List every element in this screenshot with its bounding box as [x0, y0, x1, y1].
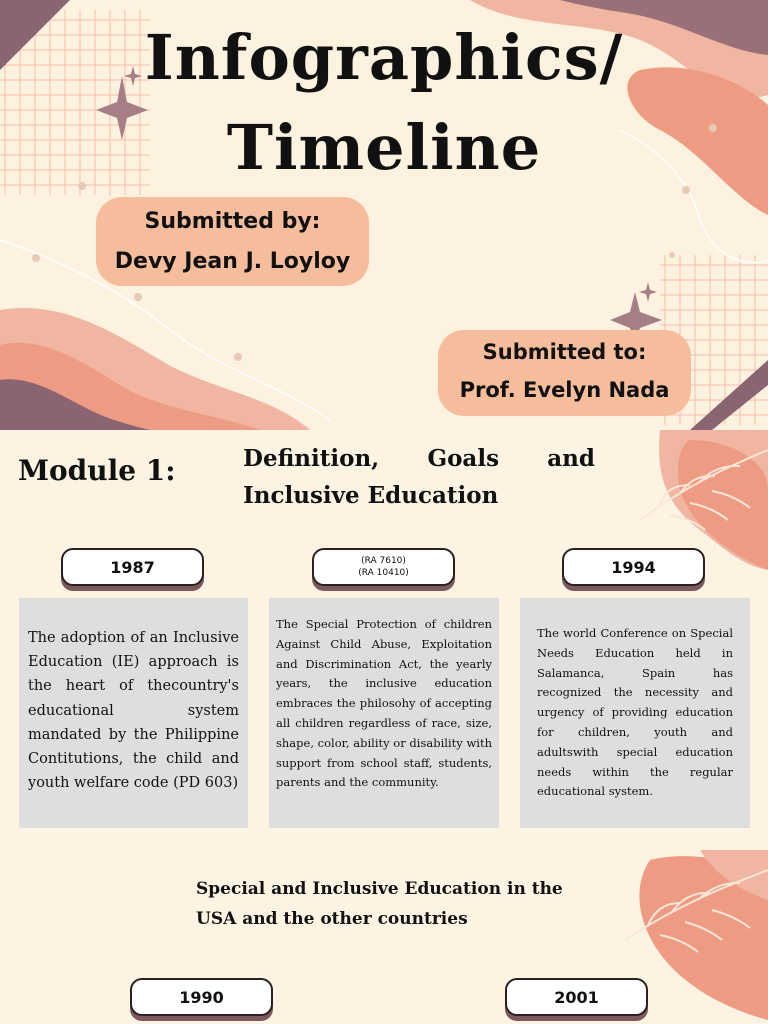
module-section — [0, 430, 768, 1024]
year-tab-ra: (RA 7610) (RA 10410) — [312, 548, 455, 586]
page-title-line1: Infographics/ — [144, 21, 624, 94]
submitted-by-name: Devy Jean J. Loyloy — [114, 249, 351, 274]
timeline-card-text: The Special Protection of children Against Child Abuse, Exploitation and Discrimination Act, the yearly years, the inclusive education embraces the philosohy of accepting all children regardless of race, size, shape, color, ability or disability with support from school staff, students, parents and the community. — [276, 617, 492, 790]
timeline-card-1994 — [520, 598, 750, 828]
module-title-line1 — [243, 440, 595, 477]
year-tab-2001: 2001 — [505, 978, 648, 1016]
timeline-card-1987 — [19, 598, 248, 828]
submitted-to-name: Prof. Evelyn Nada — [459, 378, 670, 402]
module-title — [243, 440, 595, 514]
timeline-card-ra — [269, 598, 499, 828]
timeline-card-text: The adoption of an Inclusive Education (IE) approach is the heart of thecountry's educational system mandated by the Philippine Contitutions, the child and youth welfare code (PD 603) — [28, 630, 239, 792]
submitted-to-label: Submitted to: — [482, 340, 647, 364]
module-title-line2: Inclusive Education — [243, 482, 499, 509]
module-label: Module 1: — [18, 454, 176, 487]
section2-heading-line2: USA and the other countries — [196, 909, 468, 929]
year-tab-1990: 1990 — [130, 978, 273, 1016]
year-tab-1994: 1994 — [562, 548, 705, 586]
cover-section — [0, 0, 768, 430]
module-title-word: Definition, — [243, 445, 380, 472]
module-title-word: and — [547, 445, 595, 472]
submitted-to-badge — [438, 330, 691, 416]
year-tab-1987: 1987 — [61, 548, 204, 586]
section2-heading-line1: Special and Inclusive Education in the — [196, 879, 563, 899]
page-title-line2: Timeline — [226, 111, 542, 184]
module-title-word: Goals — [427, 445, 500, 472]
submitted-by-label: Submitted by: — [144, 209, 321, 234]
submitted-by-badge — [96, 197, 369, 286]
timeline-card-text: The world Conference on Special Needs Education held in Salamanca, Spain has recognized the necessity and urgency of providing education for children, youth and adultswith special education needs within the regular educational system. — [537, 626, 733, 799]
section2-heading — [196, 874, 586, 934]
